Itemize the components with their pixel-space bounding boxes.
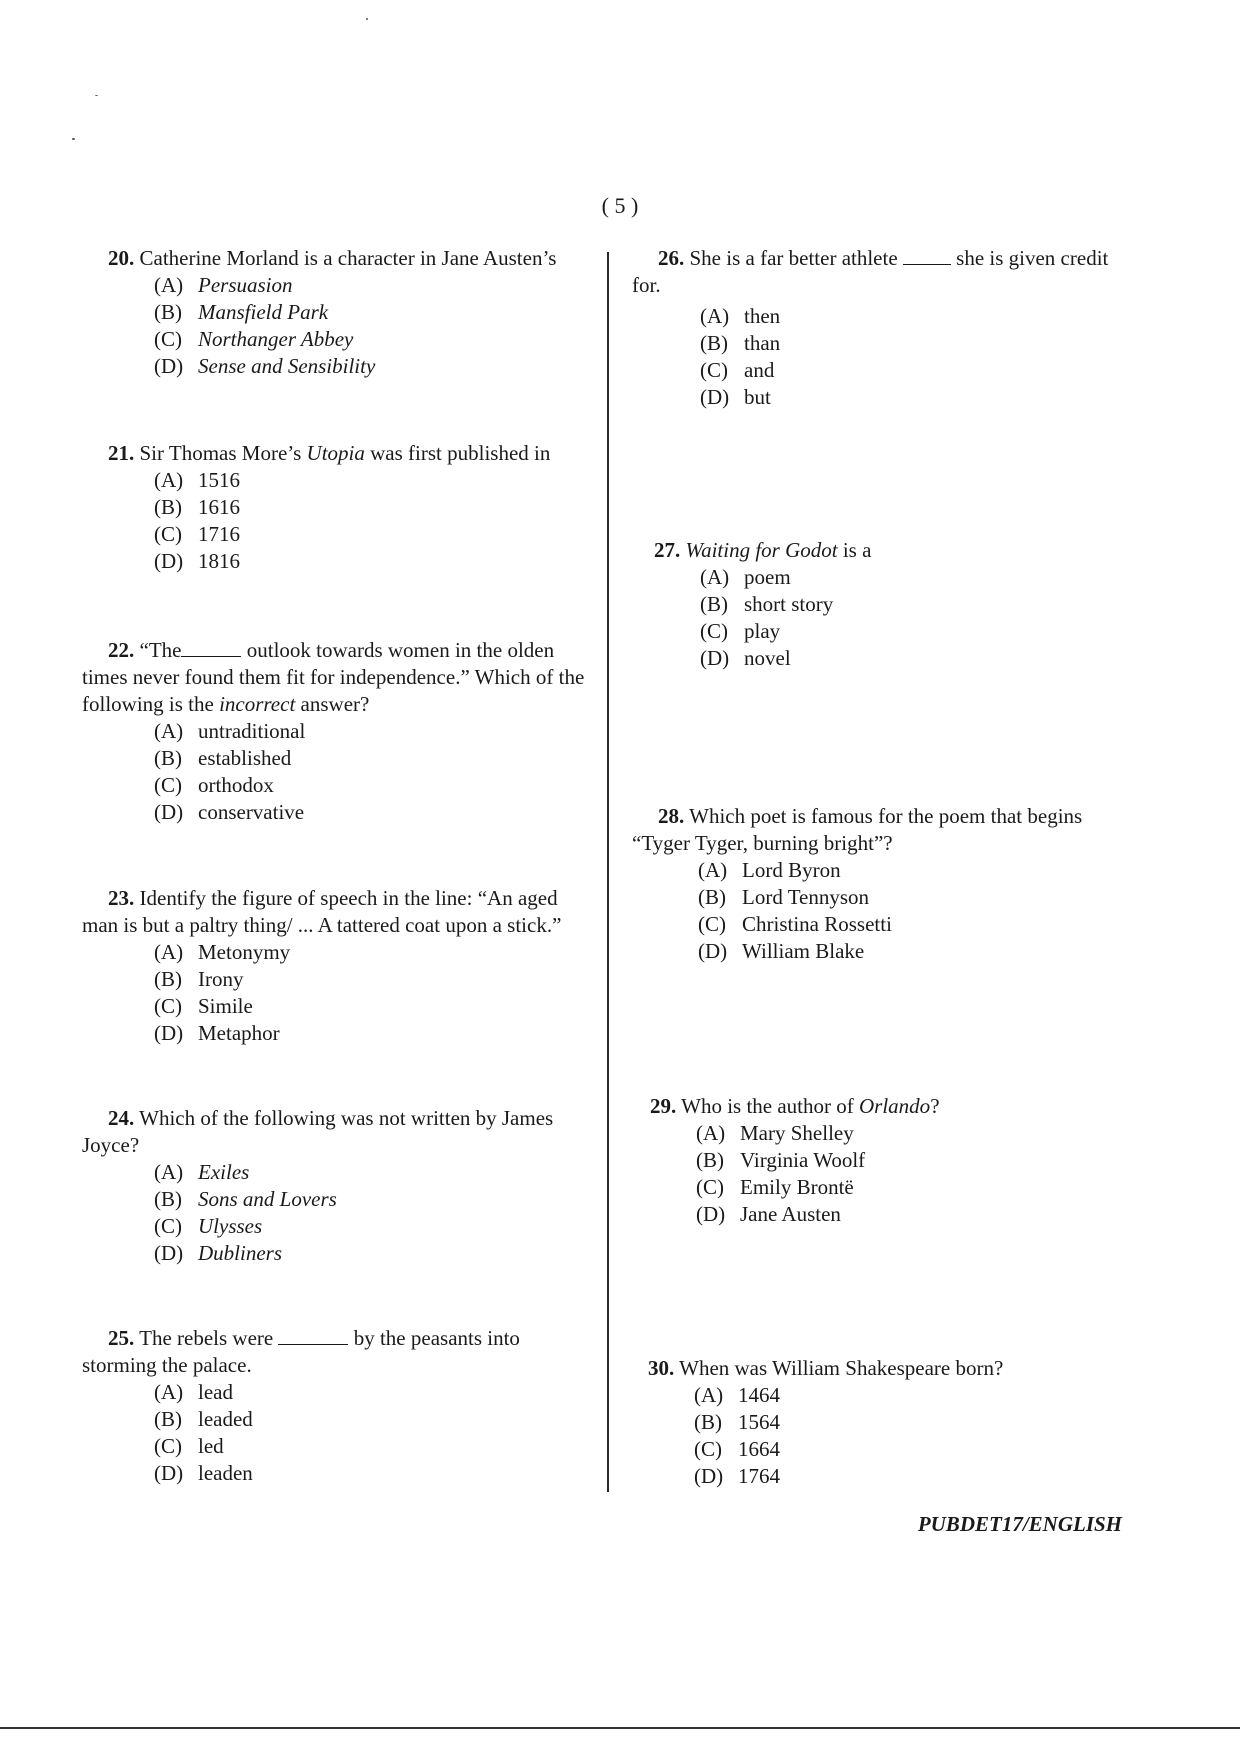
question-number: 23. [108,886,135,910]
question-stem [632,803,1132,857]
question-30 [632,1355,1132,1490]
option-b: (B) established [154,746,292,770]
question-28 [632,803,1132,965]
option-d: (D) Jane Austen [696,1202,841,1226]
options-list [654,564,1132,672]
question-number: 30. [648,1356,675,1380]
question-stem: 22. “The outlook towards women in the olden times never found them fit for independence.” Which of the following is the incorrect answer? [82,638,585,716]
question-stem [82,885,590,939]
question-number: 25. [108,1326,135,1350]
options-list [632,857,1132,965]
answer-blank [181,638,241,657]
answer-blank [903,246,951,265]
question-22 [82,637,590,826]
options-list [650,1120,1132,1228]
option-c: (C) 1716 [154,522,240,546]
option-d: (D) conservative [154,800,305,824]
question-text: Catherine Morland is a character in Jane Austen’s [139,246,557,270]
option-a: (A) Persuasion [154,273,293,297]
option-d: (D) but [700,385,771,409]
question-number: 26. [658,246,685,270]
question-26 [632,245,1132,411]
question-stem [648,1355,1132,1382]
scan-speck [366,18,368,20]
option-c: (C) Simile [154,994,253,1018]
option-b: (B) leaded [154,1407,253,1431]
option-a: (A) then [700,304,781,328]
question-23 [82,885,590,1047]
options-list [82,1159,590,1267]
question-number: 27. [654,538,681,562]
option-d: (D) 1816 [154,549,240,573]
option-d: (D) novel [700,646,791,670]
option-c: (C) Christina Rossetti [698,912,892,936]
question-stem: 21. Sir Thomas More’s Utopia was first published in [108,441,551,465]
question-number: 21. [108,441,135,465]
question-29 [632,1093,1132,1228]
question-stem [108,245,590,272]
option-c: (C) orthodox [154,773,274,797]
question-24 [82,1105,590,1267]
exam-code: PUBDET17/ENGLISH [917,1512,1122,1536]
question-text: Which of the following was not written by James Joyce? [82,1106,554,1157]
option-c: (C) Ulysses [154,1214,263,1238]
question-text: When was William Shakespeare born? [679,1356,1004,1380]
option-b: (B) short story [700,592,834,616]
option-d: (D) leaden [154,1461,253,1485]
option-d: (D) Metaphor [154,1021,280,1045]
options-list [82,939,590,1047]
option-b: (B) Sons and Lovers [154,1187,337,1211]
option-c: (C) Northanger Abbey [154,327,354,351]
question-stem [82,1105,590,1159]
option-a: (A) 1516 [154,468,240,492]
option-c: (C) led [154,1434,224,1458]
question-21 [82,440,590,575]
option-c: (C) play [700,619,781,643]
answer-blank [278,1326,348,1345]
scan-edge-line [0,1727,1240,1729]
options-list [82,718,590,826]
scan-speck [72,138,75,140]
column-divider [607,252,609,1492]
option-b: (B) than [700,331,781,355]
option-d: (D) 1764 [694,1464,780,1488]
option-c: (C) and [700,358,775,382]
options-list [108,272,590,380]
question-27 [632,537,1132,672]
question-number: 20. [108,246,135,270]
option-d: (D) Dubliners [154,1241,282,1265]
question-number: 28. [658,804,685,828]
option-d: (D) Sense and Sensibility [154,354,376,378]
question-text: Which poet is famous for the poem that begins “Tyger Tyger, burning bright”? [632,804,1083,855]
option-a: (A) Metonymy [154,940,291,964]
option-c: (C) Emily Brontë [696,1175,854,1199]
option-a: (A) lead [154,1380,233,1404]
options-list [108,467,590,575]
option-b: (B) 1564 [694,1410,780,1434]
options-list [82,1379,590,1487]
question-stem: 26. She is a far better athlete she is given credit for. [632,246,1109,297]
option-b: (B) Virginia Woolf [696,1148,866,1172]
option-a: (A) untraditional [154,719,306,743]
page-number: ( 5 ) [601,193,639,218]
question-number: 22. [108,638,135,662]
options-list [648,1382,1132,1490]
option-c: (C) 1664 [694,1437,780,1461]
question-stem: 25. The rebels were by the peasants into storming the palace. [82,1326,520,1377]
option-b: (B) 1616 [154,495,240,519]
option-a: (A) 1464 [694,1383,780,1407]
option-a: (A) Lord Byron [698,858,841,882]
question-number: 29. [650,1094,677,1118]
scan-speck [95,95,98,96]
option-d: (D) William Blake [698,939,865,963]
option-a: (A) Exiles [154,1160,250,1184]
question-stem: 29. Who is the author of Orlando? [650,1094,940,1118]
question-text: Identify the figure of speech in the line: “An aged man is but a paltry thing/ ... A tattered coat upon a stick.” [82,886,562,937]
question-number: 24. [108,1106,135,1130]
question-stem: 27. Waiting for Godot is a [654,538,872,562]
option-b: (B) Irony [154,967,244,991]
options-list [632,303,1132,411]
option-b: (B) Mansfield Park [154,300,329,324]
question-25 [82,1325,590,1487]
option-b: (B) Lord Tennyson [698,885,870,909]
question-20 [82,245,590,380]
option-a: (A) poem [700,565,791,589]
option-a: (A) Mary Shelley [696,1121,854,1145]
